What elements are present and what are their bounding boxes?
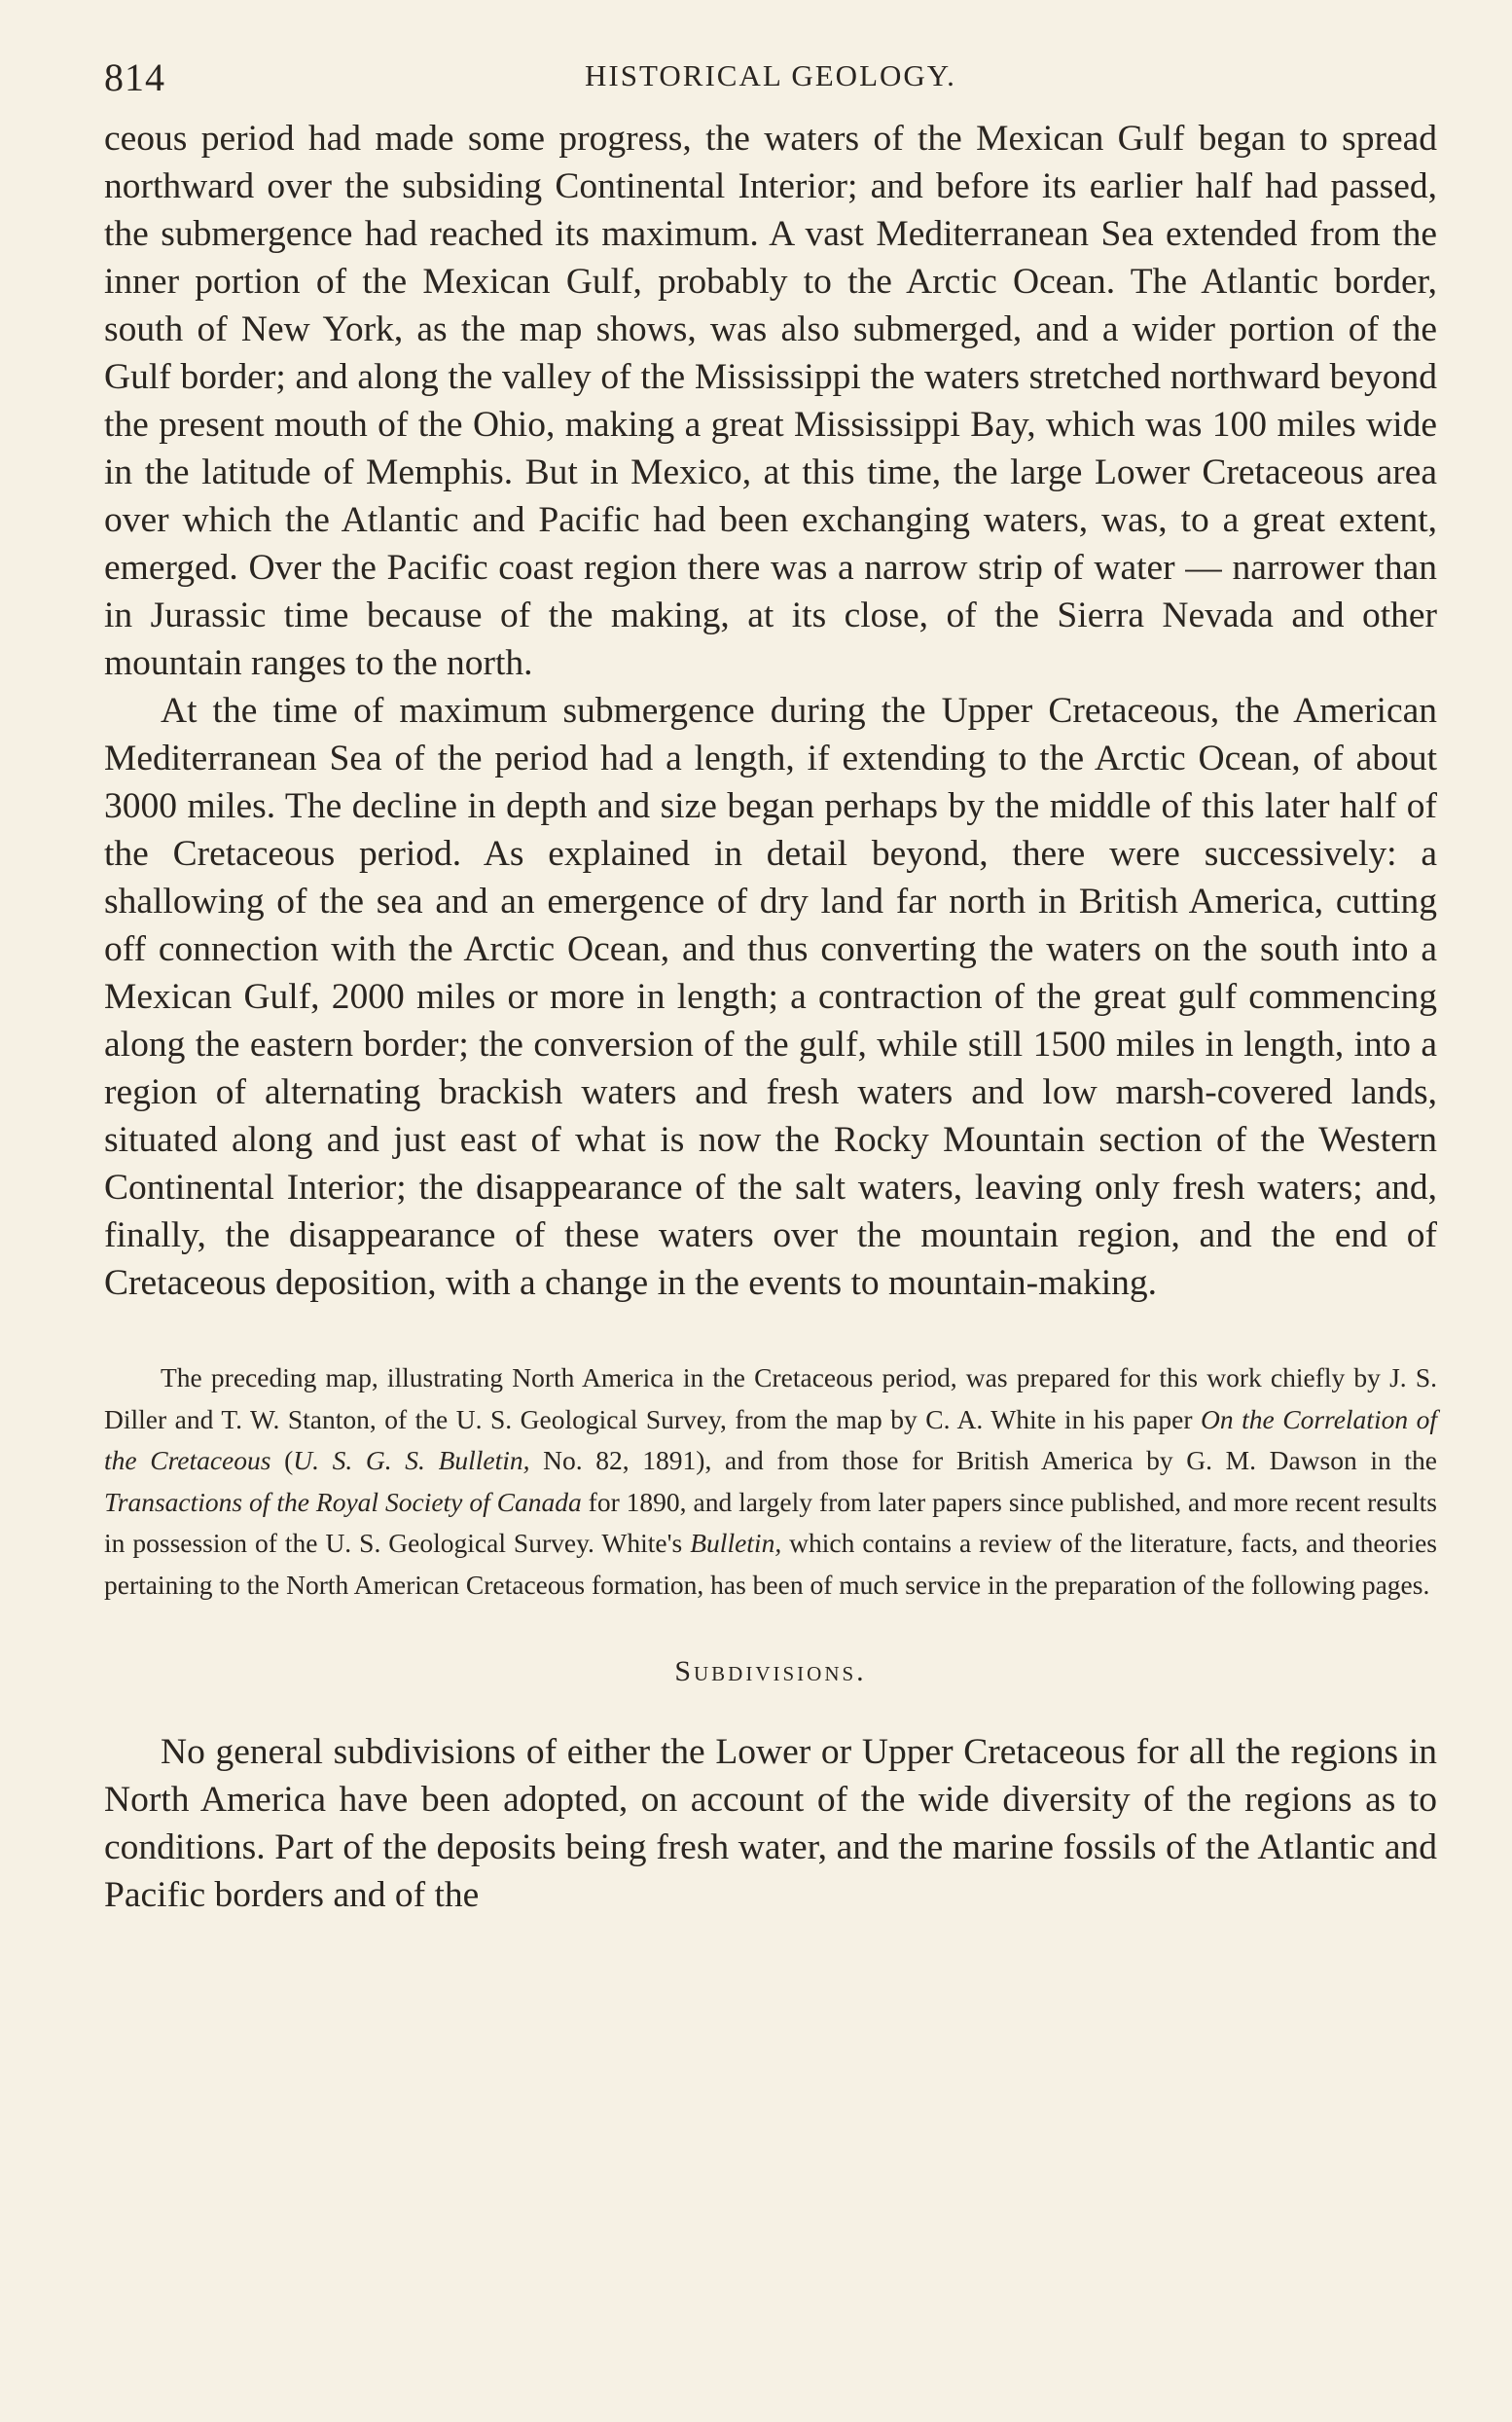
book-page — [104, 47, 1437, 1919]
note-title-correlation: On the Correlation of the Cretaceous — [104, 1403, 1437, 1475]
note-bulletin-ref: U. S. G. S. Bulletin, — [293, 1445, 530, 1475]
paragraph-upper-cretaceous: At the time of maximum submergence during the Upper Cretaceous, the American Mediterranean Sea of the period had a length, if extending to the Arctic Ocean, of about 3000 miles. The decline in depth and size began perhaps by the middle of this later half of the Cretaceous period. As explained in detail beyond, there were successively: a shallowing of the sea and an emergence of dry land far north in British America, cutting off connection with the Arctic Ocean, and thus converting the waters on the south into a Mexican Gulf, 2000 miles or more in length; a contraction of the great gulf commencing along the eastern border; the conversion of the gulf, while still 1500 miles in length, into a region of alternating brackish waters and fresh waters and low marsh-covered lands, situated along and just east of what is now the Rocky Mountain section of the Western Continental Interior; the disappearance of the salt waters, leaving only fresh waters; and, finally, the disappearance of these waters over the mountain region, and the end of Cretaceous deposition, with a change in the events to mountain-making. — [104, 691, 1437, 1303]
running-head — [104, 47, 1437, 115]
note-text: ( — [270, 1445, 294, 1475]
note-text: which contains a review of the literature, facts, and theories pertaining to the North American Cretaceous formation, has been of much service in the preparation of the following pages. — [104, 1528, 1438, 1600]
running-title: HISTORICAL GEOLOGY. — [585, 58, 956, 92]
paragraph-subdivisions: No general subdivisions of either the Lower or Upper Cretaceous for all the regions in North America have been adopted, on account of the wide diversity of the regions as to conditions. Part of the deposits being fresh water, and the marine fossils of the Atlantic and Pacific borders and of the — [104, 1732, 1437, 1915]
note-text: The preceding map, illustrating North America in the Cretaceous period, was prepared for this work chiefly by J. S. Diller and T. W. Stanton, of the U. S. Geological Survey, from the map by C. A. White in his paper — [104, 1362, 1437, 1434]
section-heading-subdivisions: Subdivisions. — [674, 1655, 867, 1687]
map-note — [104, 1357, 1437, 1606]
page-number: 814 — [104, 55, 165, 99]
note-text: for 1890, and largely from later papers since published, and more recent results in possession of the U. S. Geological Survey. White's — [104, 1486, 1437, 1558]
note-text: No. 82, 1891), and from those for British America by G. M. Dawson in the — [529, 1445, 1437, 1475]
note-bulletin-name: Bulletin, — [690, 1528, 782, 1558]
note-transactions-ref: Transactions of the Royal Society of Canada — [104, 1486, 582, 1517]
paragraph-continued: ceous period had made some progress, the waters of the Mexican Gulf began to spread northward over the subsiding Continental Interior; and before its earlier half had passed, the submergence had reached its maximum. A vast Mediterranean Sea extended from the inner portion of the Mexican Gulf, probably to the Arctic Ocean. The Atlantic border, south of New York, as the map shows, was also submerged, and a wider portion of the Gulf border; and along the valley of the Mississippi the waters stretched northward beyond the present mouth of the Ohio, making a great Mississippi Bay, which was 100 miles wide in the latitude of Memphis. But in Mexico, at this time, the large Lower Cretaceous area over which the Atlantic and Pacific had been exchanging waters, was, to a great extent, emerged. Over the Pacific coast region there was a narrow strip of water — narrower than in Jurassic time because of the making, at its close, of the Sierra Nevada and other mountain ranges to the north. — [104, 119, 1437, 683]
